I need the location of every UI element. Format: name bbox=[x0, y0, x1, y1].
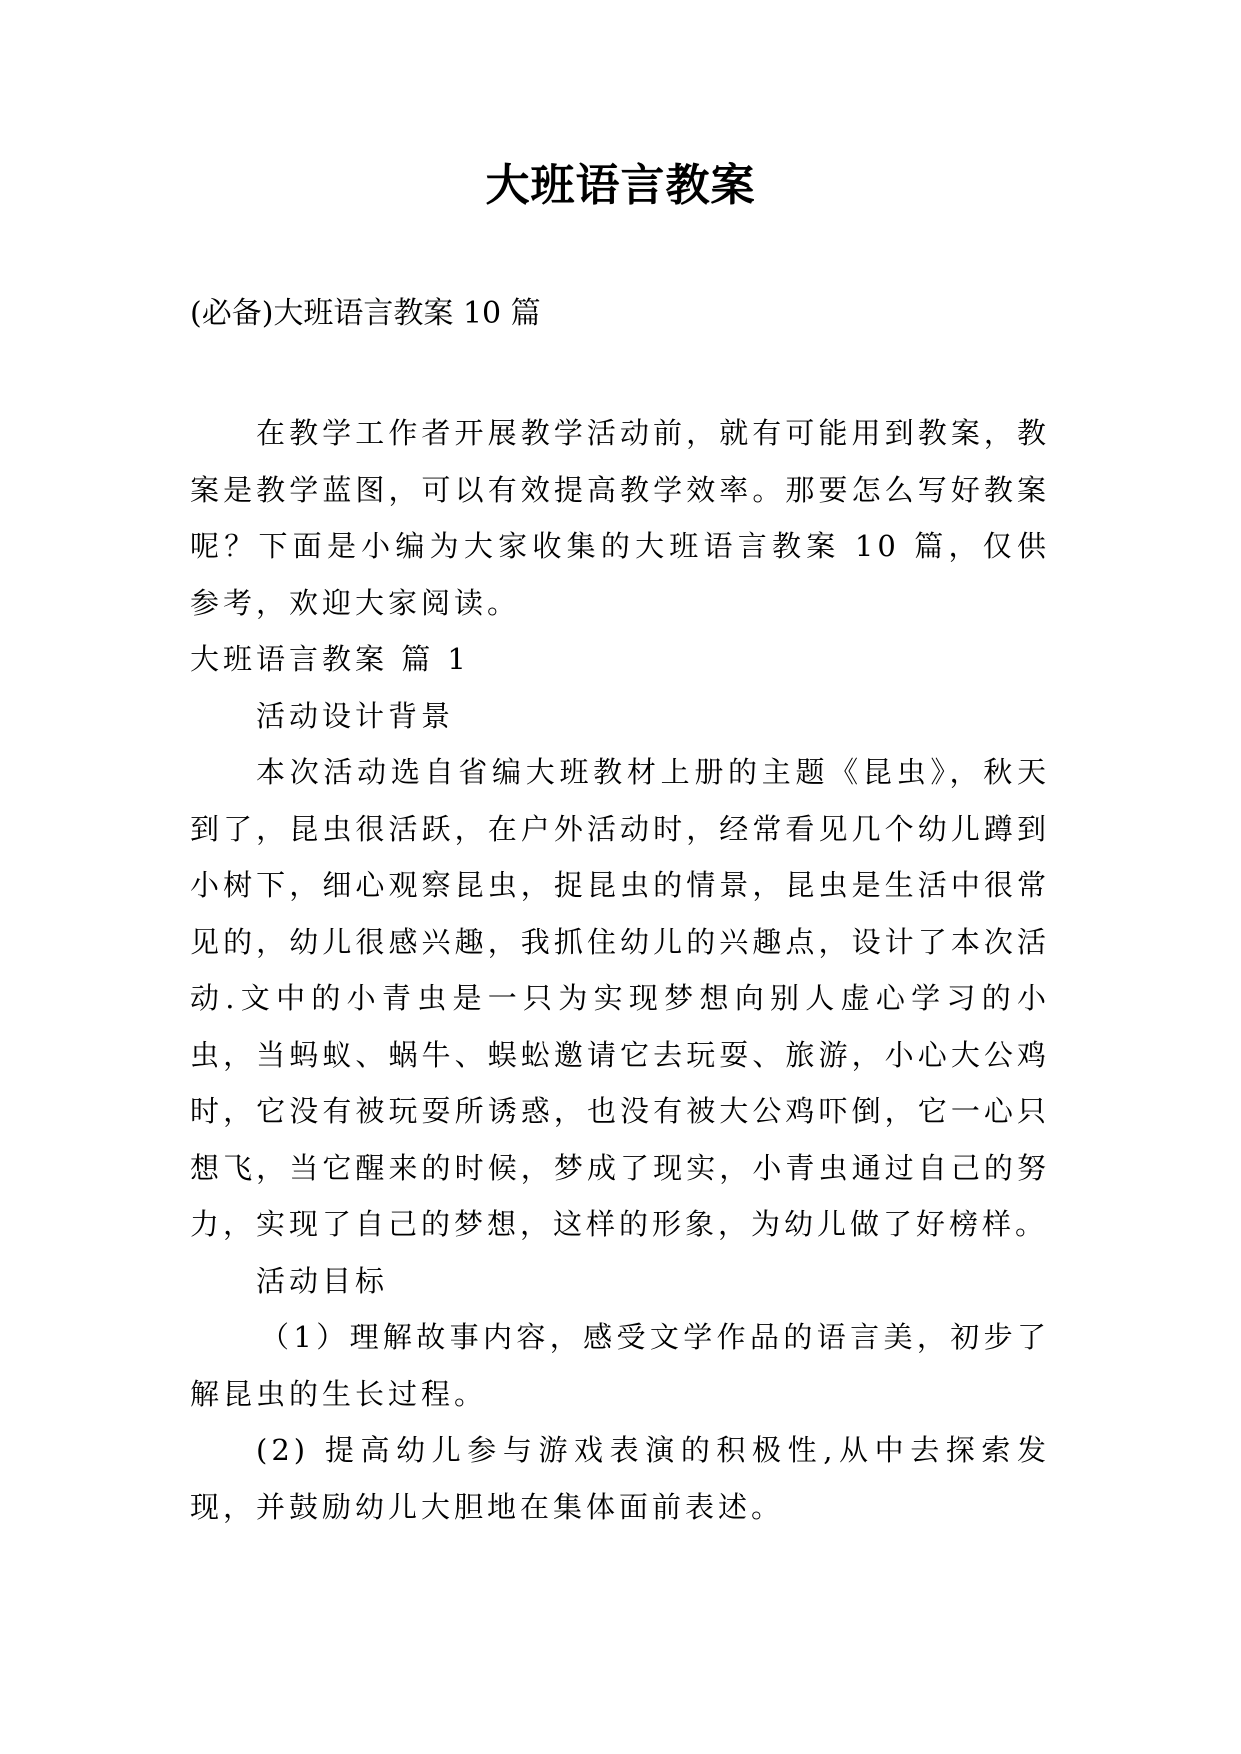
document-body bbox=[190, 405, 1050, 1535]
subheading-goals: 活动目标 bbox=[256, 1263, 389, 1298]
document-subtitle: (必备)大班语言教案 10 篇 bbox=[190, 296, 541, 331]
goal-item: (2) 提高幼儿参与游戏表演的积极性,从中去探索发现，并鼓励幼儿大胆地在集体面前表述。 bbox=[190, 1433, 1050, 1524]
document-title: 大班语言教案 bbox=[485, 160, 756, 211]
subheading-background: 活动设计背景 bbox=[256, 698, 455, 733]
background-paragraph: 本次活动选自省编大班教材上册的主题《昆虫》，秋天到了，昆虫很活跃，在户外活动时，经常看见几个幼儿蹲到小树下，细心观察昆虫，捉昆虫的情景，昆虫是生活中很常见的，幼儿很感兴趣，我抓住幼儿的兴趣点，设计了本次活动.文中的小青虫是一只为实现梦想向别人虚心学习的小虫，当蚂蚁、蜗牛、蜈蚣邀请它去玩耍、旅游，小心大公鸡时，它没有被玩耍所诱惑，也没有被大公鸡吓倒，它一心只想飞，当它醒来的时候，梦成了现实，小青虫通过自己的努力，实现了自己的梦想，这样的形象，为幼儿做了好榜样。 bbox=[190, 755, 1050, 1241]
section-heading: 大班语言教案 篇 1 bbox=[190, 642, 470, 676]
intro-paragraph: 在教学工作者开展教学活动前，就有可能用到教案，教案是教学蓝图，可以有效提高教学效率。那要怎么写好教案呢？下面是小编为大家收集的大班语言教案 10 篇，仅供参考，欢迎大家阅读。 bbox=[190, 416, 1050, 620]
goal-item: （1）理解故事内容，感受文学作品的语言美，初步了解昆虫的生长过程。 bbox=[190, 1320, 1050, 1411]
